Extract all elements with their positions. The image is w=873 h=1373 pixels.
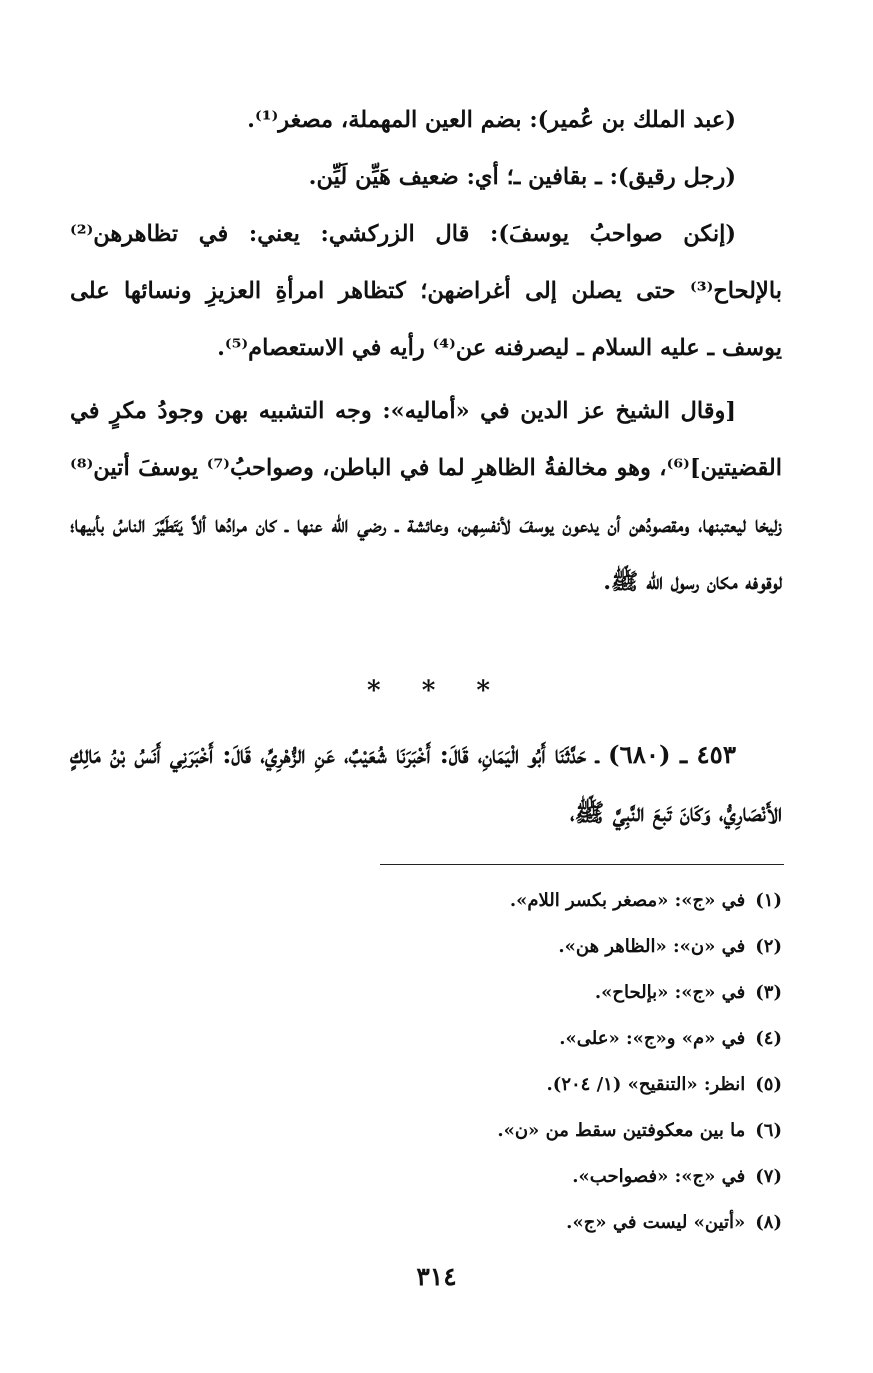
footnote-number: (٨) [755,1212,782,1233]
paragraph-abd-al-malik: (عبد الملك بن عُمير): بضم العين المهملة، مصغر⁽¹⁾. [247,107,736,133]
footnote-number: (٢) [755,936,782,957]
footnote-item [70,878,782,924]
page-number: ٣١٤ [416,1262,457,1291]
footnote-text: في «ج»: «مصغر بكسر اللام». [509,890,746,911]
footnote-number: (٥) [755,1074,782,1095]
paragraph-rajul-raqiq: (رجل رقيق): ـ بقافين ـ؛ أي: ضعيف هَيِّن لَيِّن. [308,164,736,190]
footnote-number: (٦) [755,1120,782,1141]
section-separator: * * * [367,676,506,706]
footnote-text: ما بين معكوفتين سقط من «ن». [497,1120,746,1141]
footnote-number: (٣) [755,982,782,1003]
footnote-text: «أتين» ليست في «ج». [566,1212,746,1233]
footnote-item [70,1200,782,1246]
footnote-item [70,970,782,1016]
paragraph-izz-al-din: [وقال الشيخ عز الدين في «أماليه»: وجه التشبيه بهن وجودُ مكرٍ في القضيتين]⁽⁶⁾، وهو مخالفةُ الظاهرِ لما في الباطن، وصواحبُ⁽⁷⁾ يوسفَ أتين⁽⁸⁾ زليخا ليعتبنها، ومقصودُهن أن يدعون يوسفَ لأنفسِهن، وعائشة ـ رضي الله عنها ـ كان مرادُها ألاَّ يَتَطَيَّرَ الناسُ بأبيها؛ لوقوفه مكان رسول الله ﷺ. [70,398,782,595]
commentary-text [70,92,782,611]
footnote-item [70,1108,782,1154]
footnote-text: في «م» و«ج»: «على». [559,1028,746,1049]
footnote-text: في «ج»: «فصواحب». [572,1166,746,1187]
footnote-divider [380,864,784,865]
footnote-item [70,1062,782,1108]
footnote-text: في «ج»: «بإلحاح». [594,982,746,1003]
footnote-number: (٤) [755,1028,782,1049]
paragraph-sawahib-yusuf: (إنكن صواحبُ يوسفَ): قال الزركشي: يعني: في تظاهرهن⁽²⁾ بالإلحاح⁽³⁾ حتى يصلن إلى أغراضهن؛ كتظاهر امرأةِ العزيزِ ونسائها على يوسف ـ عليه السلام ـ ليصرفنه عن⁽⁴⁾ رأيه في الاستعصام⁽⁵⁾. [70,221,782,361]
footnotes-list [70,878,782,1246]
footnote-item [70,1154,782,1200]
footnote-text: انظر: «التنقيح» (١/ ٢٠٤). [546,1074,746,1095]
footnote-number: (٧) [755,1166,782,1187]
footnote-item [70,924,782,970]
footnote-text: في «ن»: «الظاهر هن». [558,936,746,957]
footnote-item [70,1016,782,1062]
footnote-number: (١) [755,890,782,911]
hadith-text: ٤٥٣ ـ (٦٨٠) ـ حَدَّثَنَا أَبُو الْيَمَانِ، قَالَ: أَخْبَرَنَا شُعَيْبٌ، عَنِ الزُّهْرِيِّ، قَالَ: أَخْبَرَنِي أَنَسُ بْنُ مَالِكٍ الأَنْصَارِيُّ، وَكَانَ تَبعَ النَّبِيَّ ﷺ، [70,740,782,827]
